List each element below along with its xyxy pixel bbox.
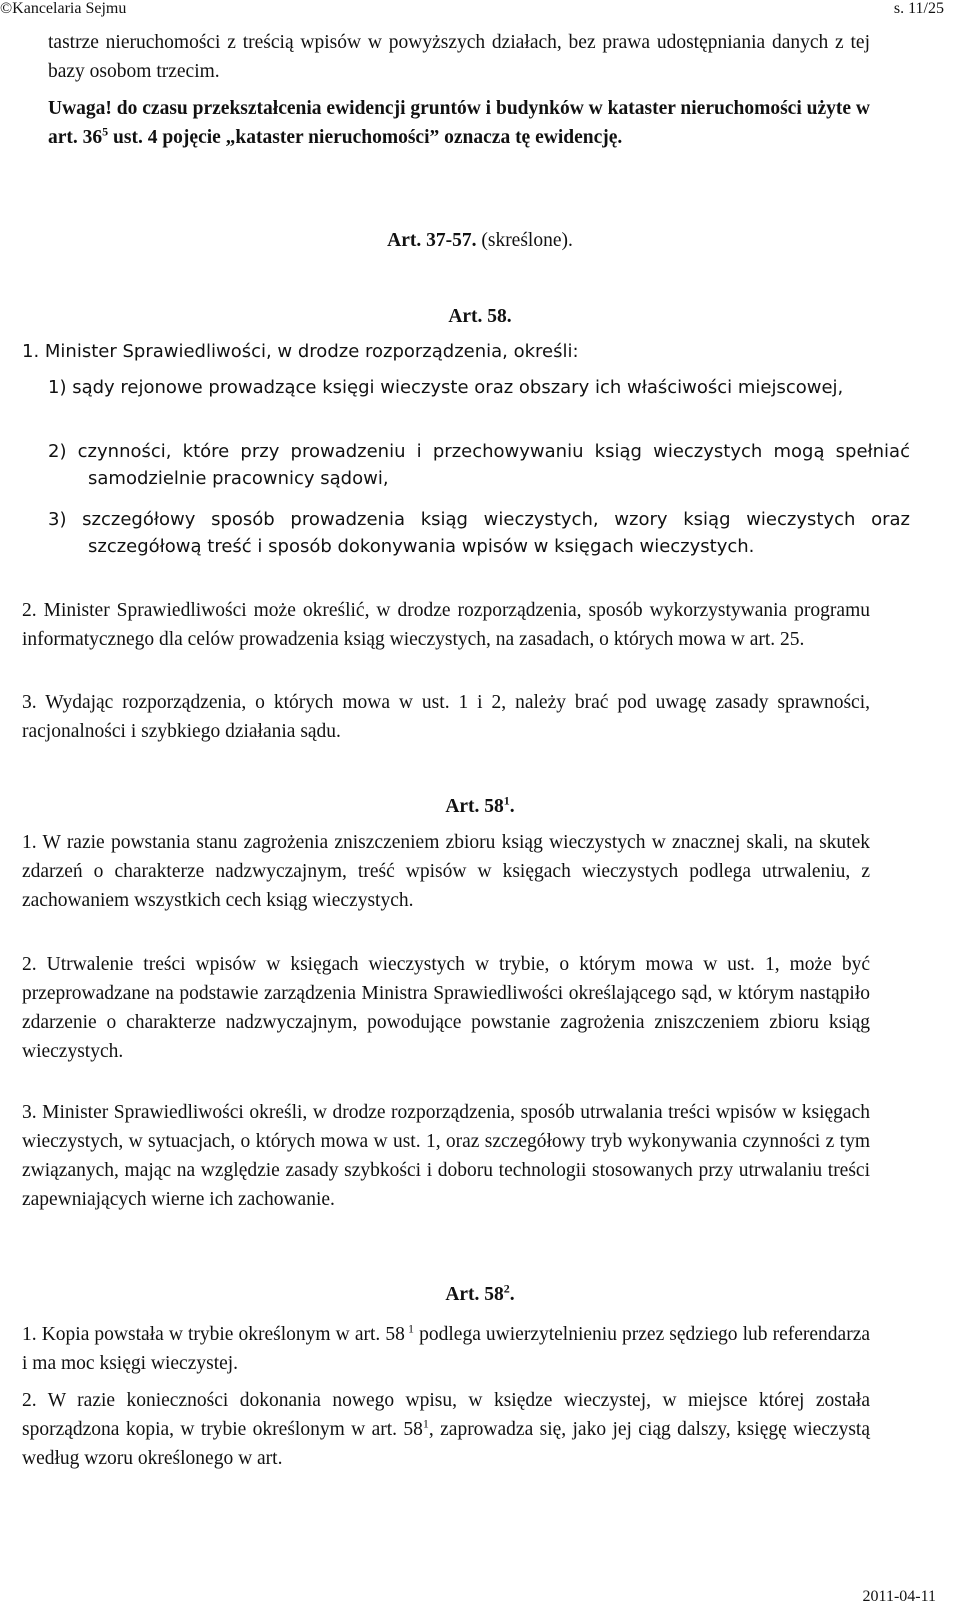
art-58-2-p1-sup: 1: [404, 1321, 415, 1336]
note-sup: 5: [102, 124, 109, 139]
art-58-heading: Art. 58.: [448, 306, 512, 327]
art-58-par-1: 1. Minister Sprawiedliwości, w drodze rozporządzenia, określi:: [22, 341, 579, 362]
art-58-2-p2-sup: 1: [422, 1416, 429, 1431]
art-58-par-3: 3. Wydając rozporządzenia, o których mowa w ust. 1 i 2, należy brać pod uwagę zasady sprawności, racjonalności i szybkiego działania sądu.: [22, 692, 870, 742]
art-58-2-p2-b: , zaprowadza się, jako jej ciąg dalszy, księgę wieczystą według wzoru określonego w art.: [22, 1419, 870, 1469]
art-58-2-p1-a: 1. Kopia powstała w trybie określonym w art. 58: [22, 1324, 405, 1345]
art-37-57-heading: [0, 230, 960, 252]
art-58-1-title: Art. 58: [445, 796, 504, 817]
art-58-2-p1-b: podlega uwierzytelnieniu przez sędziego lub referendarza i ma moc księgi wieczystej.: [22, 1324, 870, 1374]
art-58-2-title: Art. 58: [445, 1284, 504, 1305]
art-58-item-1: 1) sądy rejonowe prowadzące księgi wieczyste oraz obszary ich właściwości miejscowej,: [48, 377, 844, 398]
art-37-57-title: Art. 37-57.: [387, 230, 477, 251]
art-58-1-par-2: 2. Utrwalenie treści wpisów w księgach wieczystych w trybie, o którym mowa w ust. 1, może być przeprowadzane na podstawie zarządzenia Ministra Sprawiedliwości określającego sąd, w którym nastąpiło zdarzenie o charakterze nadzwyczajnym, powodujące powstanie zagrożenia zniszczeniem zbioru ksiąg wieczystych.: [22, 954, 870, 1062]
note-text-b: ust. 4 pojęcie „kataster nieruchomości” oznacza tę ewidencję.: [108, 127, 623, 148]
art-58-2-par-2: [22, 1386, 870, 1473]
art-58-1-heading: [0, 793, 960, 818]
art-58-1-dot: .: [509, 796, 515, 817]
intro-paragraph: tastrze nieruchomości z treścią wpisów w powyższych działach, bez prawa udostępniania danych z tej bazy osobom trzecim.: [48, 32, 870, 82]
note-text-a: Uwaga! do czasu przekształcenia ewidencji gruntów i budynków w kataster nieruchomości użyte w art. 36: [48, 98, 870, 148]
art-58-1-sup: 1: [503, 793, 510, 808]
art-58-2-par-1: [22, 1320, 870, 1378]
art-58-2-sup: 2: [503, 1281, 510, 1296]
art-58-2-p2-a: 2. W razie konieczności dokonania nowego wpisu, w księdze wieczystej, w miejsce której została sporządzona kopia, w trybie określonym w art. 58: [22, 1390, 870, 1440]
page-number: s. 11/25: [893, 0, 944, 17]
art-58-item-3: 3) szczegółowy sposób prowadzenia ksiąg wieczystych, wzory ksiąg wieczystych oraz szczegółową treść i sposób dokonywania wpisów w księgach wieczystych.: [48, 509, 910, 557]
art-58-item-2: 2) czynności, które przy prowadzeniu i przechowywaniu ksiąg wieczystych mogą spełniać samodzielnie pracownicy sądowi,: [48, 441, 910, 489]
footer-date: 2011-04-11: [862, 1588, 936, 1605]
art-58-1-par-3: 3. Minister Sprawiedliwości określi, w drodze rozporządzenia, sposób utrwalania treści wpisów w księgach wieczystych, w sytuacjach, o których mowa w ust. 1, oraz szczegółowy tryb wykonywania czynności z tym związanych, mając na względzie zasady szybkości i doboru technologii stosowanych przy utrwalaniu treści zapewniających wierne ich zachowanie.: [22, 1102, 870, 1210]
art-58-par-2: 2. Minister Sprawiedliwości może określić, w drodze rozporządzenia, sposób wykorzystywania programu informatycznego dla celów prowadzenia ksiąg wieczystych, na zasadach, o których mowa w art. 25.: [22, 600, 870, 650]
art-37-57-rest: (skreślone).: [476, 230, 573, 251]
art-58-1-par-1: 1. W razie powstania stanu zagrożenia zniszczeniem zbioru ksiąg wieczystych w znacznej skali, na skutek zdarzeń o charakterze nadzwyczajnym, treść wpisów w księgach wieczystych podlega utrwaleniu, z zachowaniem wszystkich cech ksiąg wieczystych.: [22, 832, 870, 911]
header-copyright: ©Kancelaria Sejmu: [0, 0, 127, 17]
note-paragraph: [48, 94, 870, 152]
art-58-2-heading: [0, 1281, 960, 1306]
art-58-2-dot: .: [509, 1284, 515, 1305]
